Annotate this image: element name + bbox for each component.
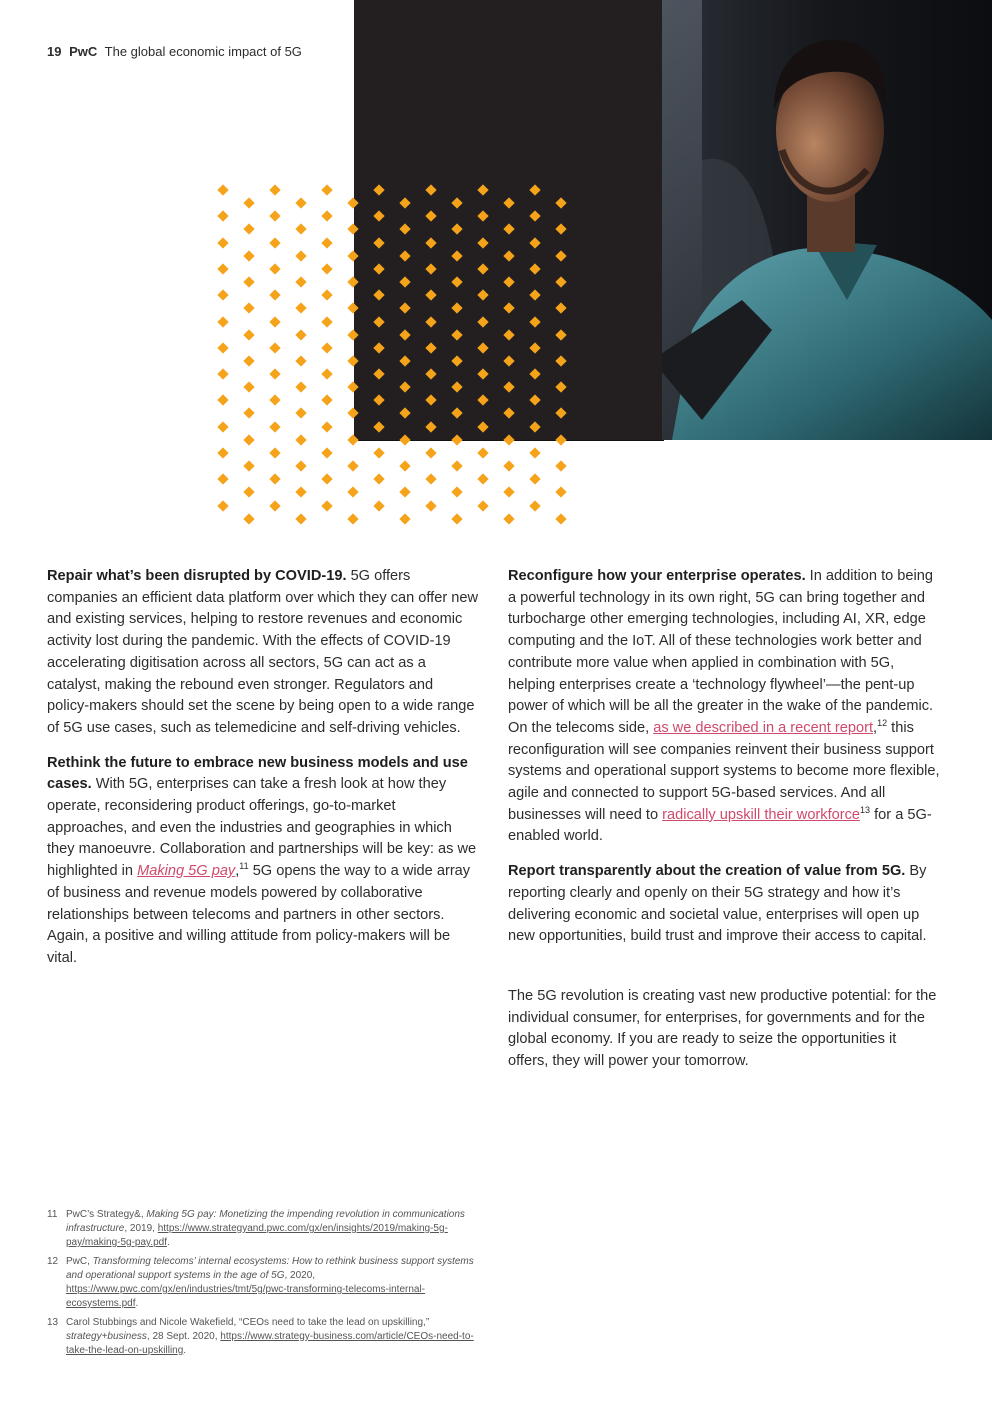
diamond-dot bbox=[295, 355, 306, 366]
diamond-dot bbox=[321, 211, 332, 222]
diamond-dot bbox=[321, 368, 332, 379]
diamond-dot bbox=[321, 474, 332, 485]
diamond-dot bbox=[217, 421, 228, 432]
diamond-dot bbox=[347, 434, 358, 445]
diamond-dot bbox=[217, 395, 228, 406]
diamond-dot bbox=[477, 368, 488, 379]
diamond-dot bbox=[555, 303, 566, 314]
diamond-dot bbox=[503, 276, 514, 287]
diamond-dot bbox=[295, 303, 306, 314]
diamond-dot bbox=[321, 395, 332, 406]
diamond-dot bbox=[399, 408, 410, 419]
footnote-11 bbox=[47, 1208, 487, 1250]
diamond-dot bbox=[399, 197, 410, 208]
footnote-title: Transforming telecoms’ internal ecosystems: How to rethink business support systems and operational support systems in the age of 5G bbox=[66, 1256, 474, 1281]
diamond-dot bbox=[529, 184, 540, 195]
diamond-dot bbox=[269, 395, 280, 406]
diamond-dot bbox=[399, 329, 410, 340]
diamond-dot bbox=[347, 197, 358, 208]
diamond-dot bbox=[321, 290, 332, 301]
footnote-text: . bbox=[166, 1237, 170, 1248]
diamond-dot bbox=[347, 513, 358, 524]
diamond-dot bbox=[425, 290, 436, 301]
diamond-dot bbox=[477, 184, 488, 195]
diamond-dot bbox=[425, 263, 436, 274]
diamond-dot bbox=[555, 487, 566, 498]
diamond-dot bbox=[477, 211, 488, 222]
diamond-dot bbox=[217, 447, 228, 458]
diamond-dot bbox=[243, 197, 254, 208]
diamond-dot bbox=[321, 316, 332, 327]
diamond-dot bbox=[217, 316, 228, 327]
diamond-dot bbox=[295, 197, 306, 208]
brand-name: PwC bbox=[69, 44, 98, 59]
diamond-dot bbox=[451, 513, 462, 524]
diamond-dot bbox=[399, 487, 410, 498]
diamond-dot bbox=[503, 250, 514, 261]
diamond-dot bbox=[503, 224, 514, 235]
diamond-dot bbox=[451, 408, 462, 419]
diamond-dot bbox=[217, 474, 228, 485]
paragraph-text: In addition to being a powerful technology in its own right, 5G can bring together and turbocharge other emerging technologies, including AI, XR, edge computing and the IoT. All of these technologies work better and contribute more value when applied in combination with 5G, helping enterprises create a ‘technology flywheel’—the pent-up power of which will be all the greater in the wake of the pandemic. On the telecoms side, bbox=[508, 568, 934, 736]
diamond-dot bbox=[243, 276, 254, 287]
right-column bbox=[508, 566, 940, 1086]
diamond-dot bbox=[399, 303, 410, 314]
diamond-dot bbox=[503, 434, 514, 445]
diamond-dot bbox=[451, 276, 462, 287]
page-number: 19 bbox=[47, 44, 62, 59]
diamond-dot bbox=[425, 474, 436, 485]
diamond-dot bbox=[269, 342, 280, 353]
paragraph-rethink bbox=[47, 753, 479, 970]
diamond-dot bbox=[347, 276, 358, 287]
diamond-dot bbox=[373, 474, 384, 485]
diamond-dot bbox=[295, 460, 306, 471]
paragraph-text: for a 5G-enabled world. bbox=[508, 806, 932, 845]
link-trailing-comma: , bbox=[873, 719, 878, 736]
footnote-number: 11 bbox=[47, 1209, 58, 1220]
diamond-dot bbox=[217, 342, 228, 353]
diamond-dot bbox=[269, 211, 280, 222]
left-column bbox=[47, 566, 479, 983]
footnote-body bbox=[66, 1255, 487, 1311]
paragraph-repair bbox=[47, 566, 479, 740]
diamond-dot bbox=[269, 263, 280, 274]
diamond-dot bbox=[243, 381, 254, 392]
diamond-dot-pattern bbox=[210, 178, 580, 533]
diamond-dot bbox=[503, 513, 514, 524]
diamond-dot bbox=[555, 513, 566, 524]
diamond-dot bbox=[555, 381, 566, 392]
diamond-dot bbox=[347, 355, 358, 366]
footnote-text: . bbox=[183, 1345, 187, 1356]
paragraph-heading: Rethink the future to embrace new business models and use cases. bbox=[47, 754, 468, 793]
footnote-url-link[interactable]: https://www.strategyand.pwc.com/gx/en/insights/2019/making-5g-pay/making-5g-pay.pdf bbox=[66, 1223, 448, 1248]
paragraph-heading: Reconfigure how your enterprise operates. bbox=[508, 568, 806, 584]
diamond-dot bbox=[295, 224, 306, 235]
footnotes bbox=[47, 1208, 487, 1363]
diamond-dot bbox=[269, 368, 280, 379]
footnote-number: 12 bbox=[47, 1256, 59, 1267]
diamond-dot bbox=[477, 263, 488, 274]
diamond-dot bbox=[217, 368, 228, 379]
hero-photo bbox=[662, 0, 992, 440]
diamond-dot bbox=[217, 184, 228, 195]
diamond-dot bbox=[555, 224, 566, 235]
diamond-dot bbox=[347, 303, 358, 314]
diamond-dot bbox=[399, 276, 410, 287]
paragraph-heading: Report transparently about the creation of value from 5G. bbox=[508, 863, 906, 880]
diamond-dot bbox=[243, 329, 254, 340]
diamond-dot bbox=[243, 250, 254, 261]
diamond-dot bbox=[373, 316, 384, 327]
diamond-dot bbox=[373, 395, 384, 406]
diamond-dot bbox=[373, 290, 384, 301]
diamond-dot bbox=[503, 408, 514, 419]
diamond-dot bbox=[347, 250, 358, 261]
diamond-dot bbox=[269, 474, 280, 485]
diamond-dot bbox=[503, 487, 514, 498]
diamond-dot bbox=[451, 224, 462, 235]
footnote-13 bbox=[47, 1316, 487, 1358]
diamond-dot bbox=[529, 368, 540, 379]
diamond-dot bbox=[347, 487, 358, 498]
diamond-dot bbox=[425, 447, 436, 458]
diamond-dot bbox=[529, 263, 540, 274]
diamond-dot bbox=[529, 211, 540, 222]
diamond-dot bbox=[295, 381, 306, 392]
diamond-dot bbox=[373, 211, 384, 222]
diamond-dot bbox=[477, 500, 488, 511]
running-header bbox=[47, 44, 302, 59]
diamond-dot bbox=[269, 447, 280, 458]
diamond-dot bbox=[477, 342, 488, 353]
diamond-dot bbox=[295, 250, 306, 261]
diamond-dot bbox=[295, 276, 306, 287]
diamond-dot bbox=[425, 184, 436, 195]
diamond-dot bbox=[347, 224, 358, 235]
footnote-text: Carol Stubbings and Nicole Wakefield, “CEOs need to take the lead on upskilling,” bbox=[66, 1317, 430, 1328]
paragraph-text: With 5G, enterprises can take a fresh look at how they operate, reconsidering product offerings, go-to-market approaches, and even the industries and geographies in which they manoeuvre. Collaboration and partnerships will be key: as we highlighted in bbox=[47, 776, 477, 880]
diamond-dot bbox=[425, 316, 436, 327]
diamond-dot bbox=[529, 447, 540, 458]
diamond-dot bbox=[243, 224, 254, 235]
diamond-dot bbox=[529, 290, 540, 301]
footnote-text: PwC, bbox=[66, 1256, 93, 1267]
diamond-dot bbox=[399, 513, 410, 524]
footnote-text: . bbox=[135, 1298, 139, 1309]
diamond-dot bbox=[243, 513, 254, 524]
diamond-dot bbox=[451, 197, 462, 208]
diamond-dot bbox=[451, 329, 462, 340]
diamond-dot bbox=[295, 434, 306, 445]
diamond-dot bbox=[529, 474, 540, 485]
diamond-dot bbox=[477, 290, 488, 301]
diamond-dot bbox=[295, 329, 306, 340]
diamond-dot bbox=[347, 381, 358, 392]
diamond-dot bbox=[321, 342, 332, 353]
paragraph-text: 5G opens the way to a wide array of business and revenue models powered by collaborative relationships between telecoms and partners in other sectors. Again, a positive and willing attitude from policy-makers will be vital. bbox=[47, 863, 471, 966]
diamond-dot bbox=[555, 408, 566, 419]
diamond-dot bbox=[529, 316, 540, 327]
diamond-dot bbox=[477, 474, 488, 485]
diamond-dot bbox=[373, 342, 384, 353]
diamond-dot bbox=[347, 460, 358, 471]
footnote-title: Making 5G pay: Monetizing the impending revolution in communications infrastructure bbox=[66, 1209, 465, 1234]
footnote-url-link[interactable]: https://www.strategy-business.com/article/CEOs-need-to-take-the-lead-on-upskilling bbox=[66, 1331, 474, 1356]
diamond-dot bbox=[399, 224, 410, 235]
diamond-dot bbox=[295, 487, 306, 498]
footnote-text: , 28 Sept. 2020, bbox=[146, 1331, 221, 1342]
footnote-title: strategy+business bbox=[66, 1331, 147, 1342]
footnote-ref-11: 11 bbox=[239, 861, 249, 872]
diamond-dot bbox=[477, 316, 488, 327]
footnote-text: PwC’s Strategy&, bbox=[66, 1209, 147, 1220]
diamond-dot bbox=[217, 500, 228, 511]
diamond-dot bbox=[295, 513, 306, 524]
diamond-dot bbox=[555, 355, 566, 366]
diamond-dot bbox=[451, 250, 462, 261]
paragraph-report bbox=[508, 861, 940, 948]
diamond-dot bbox=[269, 290, 280, 301]
diamond-dot bbox=[425, 421, 436, 432]
diamond-dot bbox=[425, 211, 436, 222]
footnote-text: , 2020, bbox=[284, 1270, 316, 1281]
diamond-dot bbox=[529, 342, 540, 353]
diamond-dot bbox=[477, 237, 488, 248]
document-title: The global economic impact of 5G bbox=[104, 44, 302, 59]
diamond-dot bbox=[347, 329, 358, 340]
diamond-dot bbox=[269, 237, 280, 248]
footnote-number: 13 bbox=[47, 1317, 59, 1328]
diamond-dot bbox=[243, 303, 254, 314]
diamond-dot bbox=[503, 381, 514, 392]
diamond-dot bbox=[269, 184, 280, 195]
diamond-dot bbox=[243, 408, 254, 419]
diamond-dot bbox=[477, 395, 488, 406]
diamond-dot bbox=[243, 487, 254, 498]
diamond-dot bbox=[373, 184, 384, 195]
diamond-dot bbox=[425, 368, 436, 379]
diamond-dot bbox=[529, 500, 540, 511]
diamond-dot bbox=[373, 237, 384, 248]
diamond-dot bbox=[269, 421, 280, 432]
diamond-dot bbox=[555, 460, 566, 471]
diamond-dot bbox=[321, 500, 332, 511]
diamond-dot bbox=[555, 197, 566, 208]
diamond-dot bbox=[503, 197, 514, 208]
diamond-dot bbox=[217, 211, 228, 222]
diamond-dot bbox=[399, 434, 410, 445]
diamond-dot bbox=[243, 434, 254, 445]
man-with-device-image bbox=[662, 0, 992, 440]
footnote-ref-13: 13 bbox=[860, 804, 871, 815]
diamond-dot bbox=[269, 316, 280, 327]
footnote-text: , 2019, bbox=[124, 1223, 158, 1234]
diamond-dot bbox=[217, 237, 228, 248]
diamond-dot bbox=[373, 368, 384, 379]
diamond-dot bbox=[399, 460, 410, 471]
diamond-dot bbox=[425, 500, 436, 511]
diamond-dot bbox=[217, 290, 228, 301]
upskill-workforce-link[interactable]: radically upskill their workforce bbox=[662, 806, 861, 823]
diamond-dot bbox=[217, 263, 228, 274]
diamond-dot bbox=[425, 342, 436, 353]
diamond-dot bbox=[451, 460, 462, 471]
diamond-dot bbox=[321, 447, 332, 458]
diamond-dot bbox=[451, 381, 462, 392]
link-trailing-comma: , bbox=[235, 863, 240, 880]
diamond-dot bbox=[243, 460, 254, 471]
diamond-dot bbox=[529, 421, 540, 432]
diamond-dot bbox=[269, 500, 280, 511]
paragraph-text: 5G offers companies an efficient data platform over which they can offer new and existing services, helping to restore revenues and economic activity lost during the pandemic. With the effects of COVID-19 accelerating digitisation across all sectors, 5G can act as a catalyst, making the rebound even stronger. Regulators and policy-makers should set the scene by being open to a wide range of 5G use cases, such as telemedicine and self-driving vehicles. bbox=[47, 568, 479, 736]
diamond-dot bbox=[529, 395, 540, 406]
footnote-ref-12: 12 bbox=[877, 717, 888, 728]
diamond-dot bbox=[555, 250, 566, 261]
paragraph-text: By reporting clearly and openly on their 5G strategy and how it’s delivering economic and societal value, enterprises will open up new opportunities, build trust and improve their access to capital. bbox=[508, 863, 927, 945]
diamond-dot bbox=[321, 421, 332, 432]
diamond-dot bbox=[425, 237, 436, 248]
paragraph-heading: Repair what’s been disrupted by COVID-19. bbox=[47, 568, 347, 584]
diamond-dot bbox=[399, 250, 410, 261]
diamond-dot bbox=[373, 447, 384, 458]
making-5g-pay-link[interactable] bbox=[137, 863, 235, 879]
diamond-dot bbox=[555, 329, 566, 340]
footnote-12 bbox=[47, 1255, 487, 1311]
footnote-body bbox=[66, 1208, 487, 1250]
footnote-url-link[interactable]: https://www.pwc.com/gx/en/industries/tmt/5g/pwc-transforming-telecoms-internal-ecosystems.pdf bbox=[66, 1284, 426, 1309]
diamond-dot bbox=[373, 500, 384, 511]
diamond-dot bbox=[451, 355, 462, 366]
diamond-dot bbox=[295, 408, 306, 419]
diamond-dot bbox=[425, 395, 436, 406]
diamond-dot bbox=[451, 487, 462, 498]
diamond-dot bbox=[399, 381, 410, 392]
diamond-dot bbox=[399, 355, 410, 366]
diamond-dot bbox=[321, 263, 332, 274]
diamond-dot bbox=[373, 263, 384, 274]
diamond-dot bbox=[477, 421, 488, 432]
diamond-dot bbox=[503, 355, 514, 366]
diamond-dot bbox=[503, 460, 514, 471]
diamond-dot bbox=[477, 447, 488, 458]
footnote-body bbox=[66, 1316, 487, 1358]
recent-report-link[interactable]: as we described in a recent report bbox=[653, 719, 874, 736]
diamond-dot bbox=[555, 276, 566, 287]
diamond-dot bbox=[321, 184, 332, 195]
diamond-dot bbox=[555, 434, 566, 445]
diamond-dot bbox=[243, 355, 254, 366]
diamond-dot bbox=[503, 303, 514, 314]
diamond-dot bbox=[373, 421, 384, 432]
closing-paragraph: The 5G revolution is creating vast new productive potential: for the individual consumer, for enterprises, for governments and for the global economy. If you are ready to seize the opportunities it offers, they will power your tomorrow. bbox=[508, 987, 937, 1070]
diamond-dot bbox=[529, 237, 540, 248]
diamond-dot bbox=[347, 408, 358, 419]
paragraph-reconfigure bbox=[508, 566, 940, 848]
link-text: Making 5G pay bbox=[137, 863, 236, 880]
paragraph-text: this reconfiguration will see companies reinvent their business support systems and operational support systems to become more flexible, agile and connected to support 5G-based services. And all businesses will need to bbox=[508, 719, 940, 823]
diamond-dot bbox=[503, 329, 514, 340]
diamond-dot bbox=[451, 303, 462, 314]
diamond-dot bbox=[321, 237, 332, 248]
diamond-dot bbox=[451, 434, 462, 445]
